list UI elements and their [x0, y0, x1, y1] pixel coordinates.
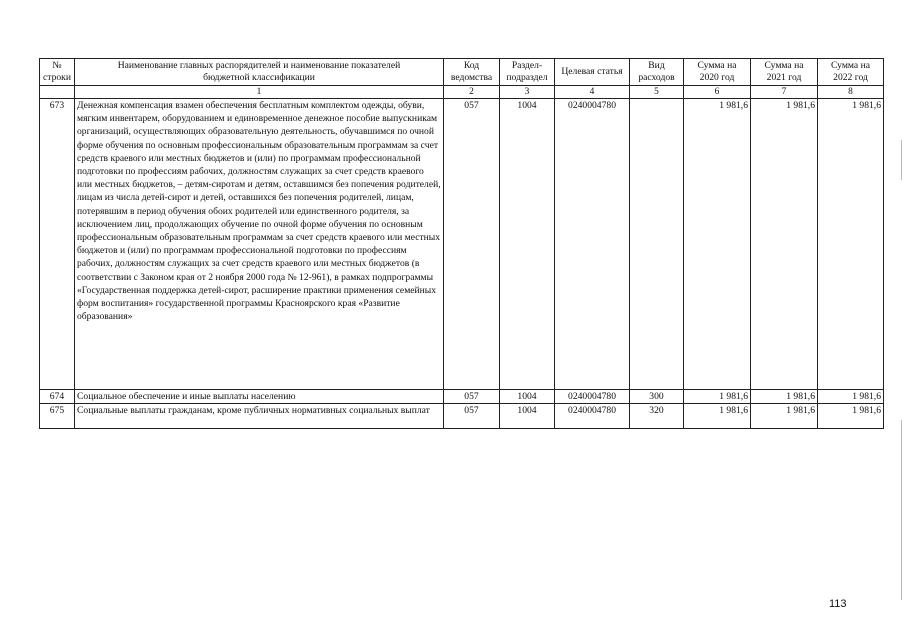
- header-sum-2022: [818, 59, 884, 86]
- header-sum-2022-line1: Сумма на: [831, 60, 870, 71]
- header-sum-2020: [684, 59, 751, 86]
- header-name-line2: бюджетной классификации: [203, 72, 315, 83]
- row-department-code: 057: [444, 404, 500, 429]
- column-number-row: [40, 86, 884, 99]
- row-sum-2022: 1 981,6: [818, 390, 884, 404]
- column-number-cell: 3: [500, 86, 555, 99]
- row-expense-type: 320: [630, 404, 684, 429]
- row-number: 673: [40, 99, 75, 390]
- column-number-cell: 4: [555, 86, 630, 99]
- header-expense-type-line2: расходов: [638, 72, 675, 83]
- column-number-cell: 6: [684, 86, 751, 99]
- header-sum-2020-line2: 2020 год: [699, 72, 735, 83]
- row-number: 675: [40, 404, 75, 429]
- header-sum-2021-line1: Сумма на: [764, 60, 804, 71]
- row-section: 1004: [500, 99, 555, 390]
- header-name-line1: Наименование главных распорядителей и наименование показателей: [117, 60, 401, 71]
- scan-edge-mark: [901, 140, 902, 180]
- header-row-number-line1: №: [52, 60, 62, 71]
- row-sum-2021: 1 981,6: [751, 404, 818, 429]
- header-sum-2020-line1: Сумма на: [697, 60, 737, 71]
- row-target-article: 0240004780: [555, 390, 630, 404]
- page-number: 113: [829, 598, 847, 610]
- header-section: [500, 59, 555, 86]
- row-department-code: 057: [444, 390, 500, 404]
- table-row: [40, 404, 884, 429]
- column-number-cell: [40, 86, 75, 99]
- budget-table: [39, 58, 884, 429]
- row-target-article: 0240004780: [555, 99, 630, 390]
- column-number-cell: 2: [444, 86, 500, 99]
- row-section: 1004: [500, 390, 555, 404]
- row-expense-type: [630, 99, 684, 390]
- header-section-line2: подраздел: [506, 72, 548, 83]
- row-sum-2020: 1 981,6: [684, 99, 751, 390]
- row-target-article: 0240004780: [555, 404, 630, 429]
- header-department-code: [444, 59, 500, 86]
- row-sum-2021: 1 981,6: [751, 99, 818, 390]
- row-sum-2020: 1 981,6: [684, 404, 751, 429]
- header-sum-2021: [751, 59, 818, 86]
- row-name: Социальное обеспечение и иные выплаты населению: [75, 390, 444, 404]
- row-name: Денежная компенсация взамен обеспечения бесплатным комплектом одежды, обуви, мягким инвентарем, оборудованием и единовременное денежное пособие выпускникам организаций, осуществляющих образовательную деятельность, обучавшимся по очной форме обучения по основным профессиональным образовательным программам за счет средств краевого или местных бюджетов и (или) по программам профессиональной подготовки по профессиям рабочих, должностям служащих за счет средств краевого или местных бюджетов, – детям-сиротам и детям, оставшимся без попечения родителей, лицам из числа детей-сирот и детей, оставшихся без попечения родителей, лицам, потерявшим в период обучения обоих родителей или единственного родителя, за исключением лиц, продолжающих обучение по очной форме обучения по основным профессиональным образовательным программам за счет средств краевого или местных бюджетов и (или) по программам профессиональной подготовки по профессиям рабочих, должностям служащих за счет средств краевого или местных бюджетов (в соответствии с Законом края от 2 ноября 2000 года № 12-961), в рамках подпрограммы «Государственная поддержка детей-сирот, расширение практики применения семейных форм воспитания» государственной программы Красноярского края «Развитие образования»: [75, 99, 444, 390]
- header-target-article: Целевая статья: [555, 59, 630, 86]
- column-number-cell: 8: [818, 86, 884, 99]
- scan-edge-mark: [901, 420, 902, 600]
- row-section: 1004: [500, 404, 555, 429]
- header-row-number: [40, 59, 75, 86]
- row-sum-2022: 1 981,6: [818, 99, 884, 390]
- row-name: Социальные выплаты гражданам, кроме публичных нормативных социальных выплат: [75, 404, 444, 429]
- header-department-code-line1: Код: [463, 60, 480, 71]
- header-name: [75, 59, 444, 86]
- header-expense-type-line1: Вид: [648, 60, 665, 71]
- row-sum-2020: 1 981,6: [684, 390, 751, 404]
- row-sum-2021: 1 981,6: [751, 390, 818, 404]
- column-number-cell: 7: [751, 86, 818, 99]
- header-section-line1: Раздел-: [511, 60, 543, 71]
- row-sum-2022: 1 981,6: [818, 404, 884, 429]
- header-row-number-line2: строки: [43, 72, 71, 83]
- header-row: [40, 59, 884, 86]
- header-sum-2022-line2: 2022 год: [833, 72, 868, 83]
- table-row: [40, 390, 884, 404]
- column-number-cell: 5: [630, 86, 684, 99]
- header-department-code-line2: ведомства: [450, 72, 493, 83]
- row-number: 674: [40, 390, 75, 404]
- header-sum-2021-line2: 2021 год: [766, 72, 802, 83]
- row-expense-type: 300: [630, 390, 684, 404]
- header-expense-type: [630, 59, 684, 86]
- column-number-cell: 1: [75, 86, 444, 99]
- row-department-code: 057: [444, 99, 500, 390]
- table-row: [40, 99, 884, 390]
